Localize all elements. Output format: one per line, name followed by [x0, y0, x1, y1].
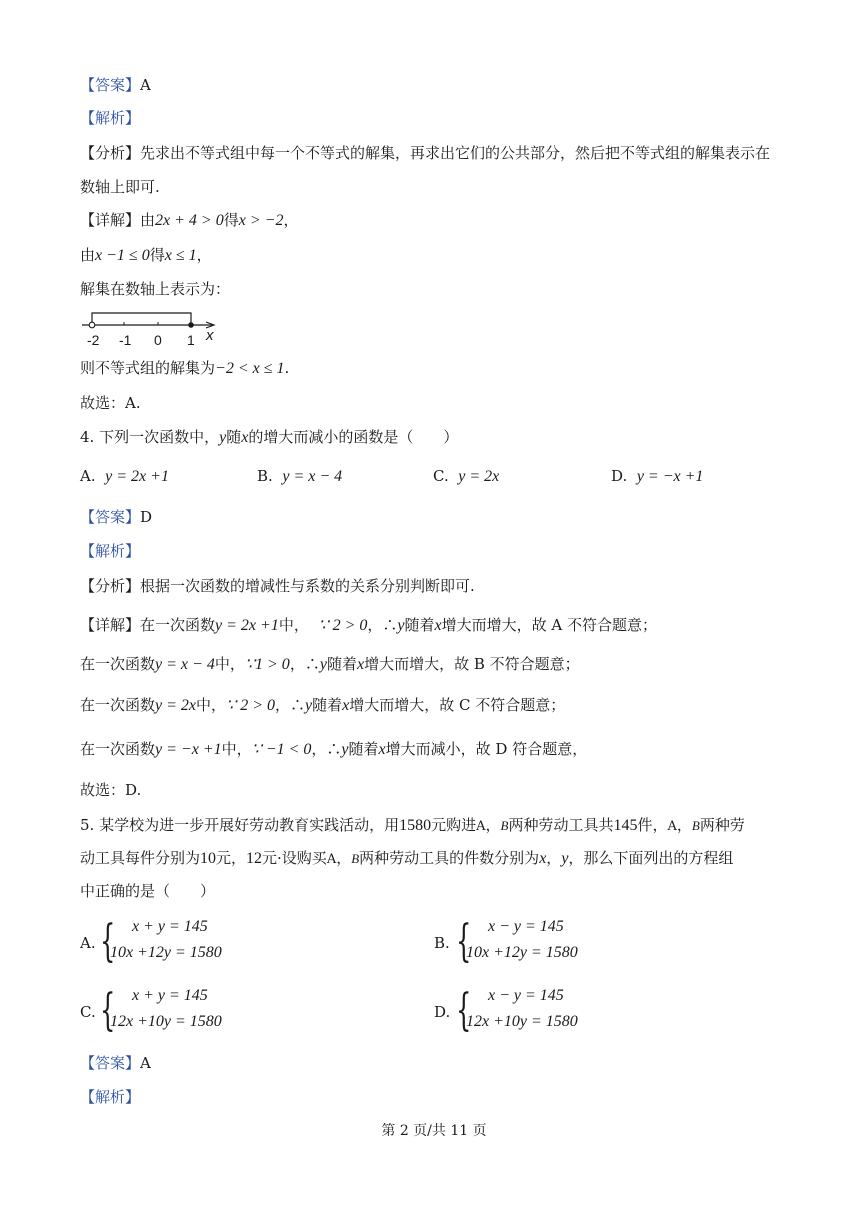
answer-tag: 【答案】 — [80, 76, 141, 94]
option-expr: y = −x +1 — [636, 468, 704, 485]
equation: 12x +10y = 1580 — [110, 1013, 222, 1030]
math-expr: x > −2 — [238, 212, 284, 229]
math-expr: y = −x +1 — [155, 741, 222, 758]
q5-option-c — [80, 987, 380, 1039]
q4-option-b — [257, 466, 342, 487]
math-num: 12 — [246, 850, 263, 867]
q3-numberline-intro — [80, 279, 230, 299]
answer-value: D — [140, 508, 153, 526]
math-expr: y = 2x — [155, 697, 197, 714]
fenxi-text-2: 数轴上即可. — [80, 178, 160, 196]
option-letter: A. — [80, 934, 96, 952]
option-letter: D. — [611, 467, 628, 485]
text: ，∴ — [367, 616, 398, 634]
answer-tag: 【答案】 — [80, 1054, 141, 1072]
xiangjie-tag: 【详解】 — [80, 211, 141, 229]
q4-detail-4 — [80, 739, 587, 760]
math-var: y — [305, 697, 313, 714]
math-var: y — [561, 850, 569, 867]
q4-stem — [80, 427, 458, 448]
equation: x − y = 145 — [488, 918, 564, 935]
math-var: y — [219, 429, 227, 446]
math-num: 145 — [613, 817, 638, 834]
text: 得 — [223, 211, 239, 229]
text: 由 — [80, 246, 96, 264]
option-letter: A. — [80, 467, 96, 485]
text: 增大而增大，故 B 不符合题意； — [364, 655, 580, 673]
math-expr: y = 2x +1 — [215, 617, 279, 634]
option-expr: y = 2x — [458, 468, 500, 485]
brace-icon: { — [456, 916, 472, 967]
q5-stem-line3 — [80, 881, 215, 901]
axis-label: x — [206, 327, 214, 344]
jiexi-tag: 【解析】 — [80, 542, 141, 560]
q5-stem-line1 — [80, 815, 745, 837]
text: ， — [485, 816, 501, 834]
number-line — [78, 303, 228, 351]
text: 在一次函数 — [140, 616, 216, 634]
q3-detail-2 — [80, 245, 212, 266]
math-var: A — [476, 819, 486, 834]
text: 的增大而减小的函数是（ ） — [248, 428, 459, 446]
math-expr: ∵ −1 < 0 — [251, 741, 312, 758]
q4-fenxi — [80, 576, 475, 596]
brace-icon: { — [456, 985, 472, 1036]
q5-stem-line2 — [80, 848, 733, 870]
q4-choose — [80, 780, 141, 800]
text: 5. 某学校为进一步开展好劳动教育实践活动，用 — [80, 816, 400, 834]
equation: 10x +12y = 1580 — [466, 944, 578, 961]
option-letter: B. — [257, 467, 273, 485]
text: 两种劳动工具的件数分别为 — [359, 849, 540, 867]
open-endpoint — [89, 322, 95, 328]
text: 随着 — [404, 616, 435, 634]
answer-value: A — [140, 1054, 151, 1072]
q3-choose — [80, 393, 141, 413]
text: 得 — [149, 246, 165, 264]
q4-detail-2 — [80, 654, 580, 675]
q4-option-a — [80, 466, 169, 487]
text: 在一次函数 — [80, 696, 156, 714]
option-expr: y = 2x +1 — [105, 468, 169, 485]
q5-answer-line — [80, 1053, 151, 1073]
text: 随 — [226, 428, 242, 446]
answer-value: D — [125, 781, 137, 799]
text: 随着 — [312, 696, 343, 714]
math-num: 1580 — [399, 817, 432, 834]
math-var: A — [667, 819, 677, 834]
text: ，那么下面列出的方程组 — [568, 849, 734, 867]
equation: x − y = 145 — [488, 987, 564, 1004]
text: 增大而增大，故 A 不符合题意； — [441, 616, 657, 634]
q4-answer-line — [80, 507, 152, 527]
jiexi-tag: 【解析】 — [80, 1088, 141, 1106]
option-letter: C. — [80, 1003, 96, 1021]
math-var: B — [500, 818, 509, 833]
text: 在一次函数 — [80, 740, 156, 758]
q5-jiexi — [80, 1087, 140, 1107]
q3-answer-line — [80, 75, 151, 95]
text: 件， — [637, 816, 668, 834]
text: ， — [196, 246, 212, 264]
text: 元购进 — [431, 816, 477, 834]
closed-endpoint — [188, 322, 194, 328]
brace-icon: { — [100, 985, 116, 1036]
text: ， — [546, 849, 562, 867]
text: 中， — [278, 616, 309, 634]
text: 4. 下列一次函数中， — [80, 428, 220, 446]
math-num: 10 — [200, 850, 217, 867]
option-letter: B. — [434, 934, 450, 952]
fenxi-text-1: 先求出不等式组中每一个不等式的解集，再求出它们的公共部分，然后把不等式组的解集表示在 — [140, 144, 771, 162]
text: 根据一次函数的增减性与系数的关系分别判断即可. — [140, 577, 475, 595]
q3-conclusion — [80, 358, 289, 379]
text: 故选：A. — [80, 394, 141, 412]
math-var: y — [397, 617, 405, 634]
solution-bracket — [92, 313, 191, 325]
q5-option-a — [80, 918, 380, 970]
q4-option-c — [433, 466, 499, 487]
tick-label: 1 — [187, 332, 195, 348]
option-letter: C. — [433, 467, 449, 485]
jiexi-tag: 【解析】 — [80, 109, 141, 127]
math-expr: ∵ 2 > 0 — [318, 617, 368, 634]
text: 中正确的是（ ） — [80, 882, 216, 900]
option-letter: D. — [434, 1003, 451, 1021]
page-footer: 第 2 页/共 11 页 — [381, 1123, 487, 1139]
text: 解集在数轴上表示为： — [80, 280, 231, 298]
math-var: x — [539, 850, 547, 867]
equation: 10x +12y = 1580 — [110, 944, 222, 961]
text: . — [284, 359, 290, 377]
text: 中， — [214, 655, 245, 673]
text: ， — [676, 816, 692, 834]
tick-label: -1 — [119, 332, 132, 348]
answer-value: A — [140, 76, 151, 94]
q4-option-d — [611, 466, 703, 487]
math-expr: 2x + 4 > 0 — [155, 212, 224, 229]
math-var: B — [691, 818, 700, 833]
text: 两种劳 — [699, 816, 745, 834]
math-expr: x −1 ≤ 0 — [95, 247, 150, 264]
xiangjie-tag: 【详解】 — [80, 616, 141, 634]
tick-label: 0 — [154, 332, 162, 348]
math-var: x — [241, 429, 249, 446]
q3-jiexi — [80, 108, 140, 128]
math-var: B — [351, 851, 360, 866]
math-var: y — [341, 741, 349, 758]
q3-detail-1 — [80, 210, 298, 231]
equation: x + y = 145 — [132, 987, 208, 1004]
math-expr: x ≤ 1 — [164, 247, 197, 264]
tick-label: -2 — [87, 332, 100, 348]
text: ， — [336, 849, 352, 867]
math-var: x — [434, 617, 442, 634]
q5-option-b — [434, 918, 734, 970]
text: 中， — [221, 740, 252, 758]
text: 随着 — [326, 655, 357, 673]
text: 元， — [216, 849, 247, 867]
fenxi-tag: 【分析】 — [80, 144, 141, 162]
text: . — [136, 781, 142, 799]
q4-detail-3 — [80, 695, 565, 716]
q4-jiexi — [80, 541, 140, 561]
text: ，∴ — [311, 740, 342, 758]
math-var: y — [319, 656, 327, 673]
text: 中， — [196, 696, 227, 714]
math-expr: y = x − 4 — [155, 656, 215, 673]
math-var: A — [326, 852, 337, 867]
math-var: x — [356, 656, 365, 673]
text: ， — [283, 211, 299, 229]
math-expr: −2 < x ≤ 1 — [215, 360, 285, 377]
fenxi-tag: 【分析】 — [80, 577, 141, 595]
answer-tag: 【答案】 — [80, 508, 141, 526]
q4-detail-1 — [80, 615, 657, 636]
math-var: x — [342, 697, 350, 714]
text: 元·设购买 — [262, 849, 327, 867]
text: 随着 — [348, 740, 379, 758]
text: 动工具每件分别为 — [80, 849, 201, 867]
text: 增大而增大，故 C 不符合题意； — [349, 696, 566, 714]
math-expr: ∵ 2 > 0 — [226, 697, 276, 714]
q5-option-d — [434, 987, 734, 1039]
q3-fenxi-line2 — [80, 177, 160, 197]
equation: x + y = 145 — [132, 918, 208, 935]
text: 故选： — [80, 781, 126, 799]
brace-icon: { — [100, 916, 116, 967]
q3-fenxi-line1 — [80, 143, 770, 163]
text: 由 — [140, 211, 156, 229]
text: 在一次函数 — [80, 655, 156, 673]
text: 增大而减小，故 D 符合题意， — [385, 740, 588, 758]
option-expr: y = x − 4 — [282, 468, 343, 485]
math-expr: ∵1 > 0 — [244, 656, 290, 673]
text: 两种劳动工具共 — [508, 816, 614, 834]
text: ，∴ — [289, 655, 320, 673]
equation: 12x +10y = 1580 — [466, 1013, 578, 1030]
text: 则不等式组的解集为 — [80, 359, 216, 377]
text: ，∴ — [275, 696, 306, 714]
math-var: x — [378, 741, 386, 758]
